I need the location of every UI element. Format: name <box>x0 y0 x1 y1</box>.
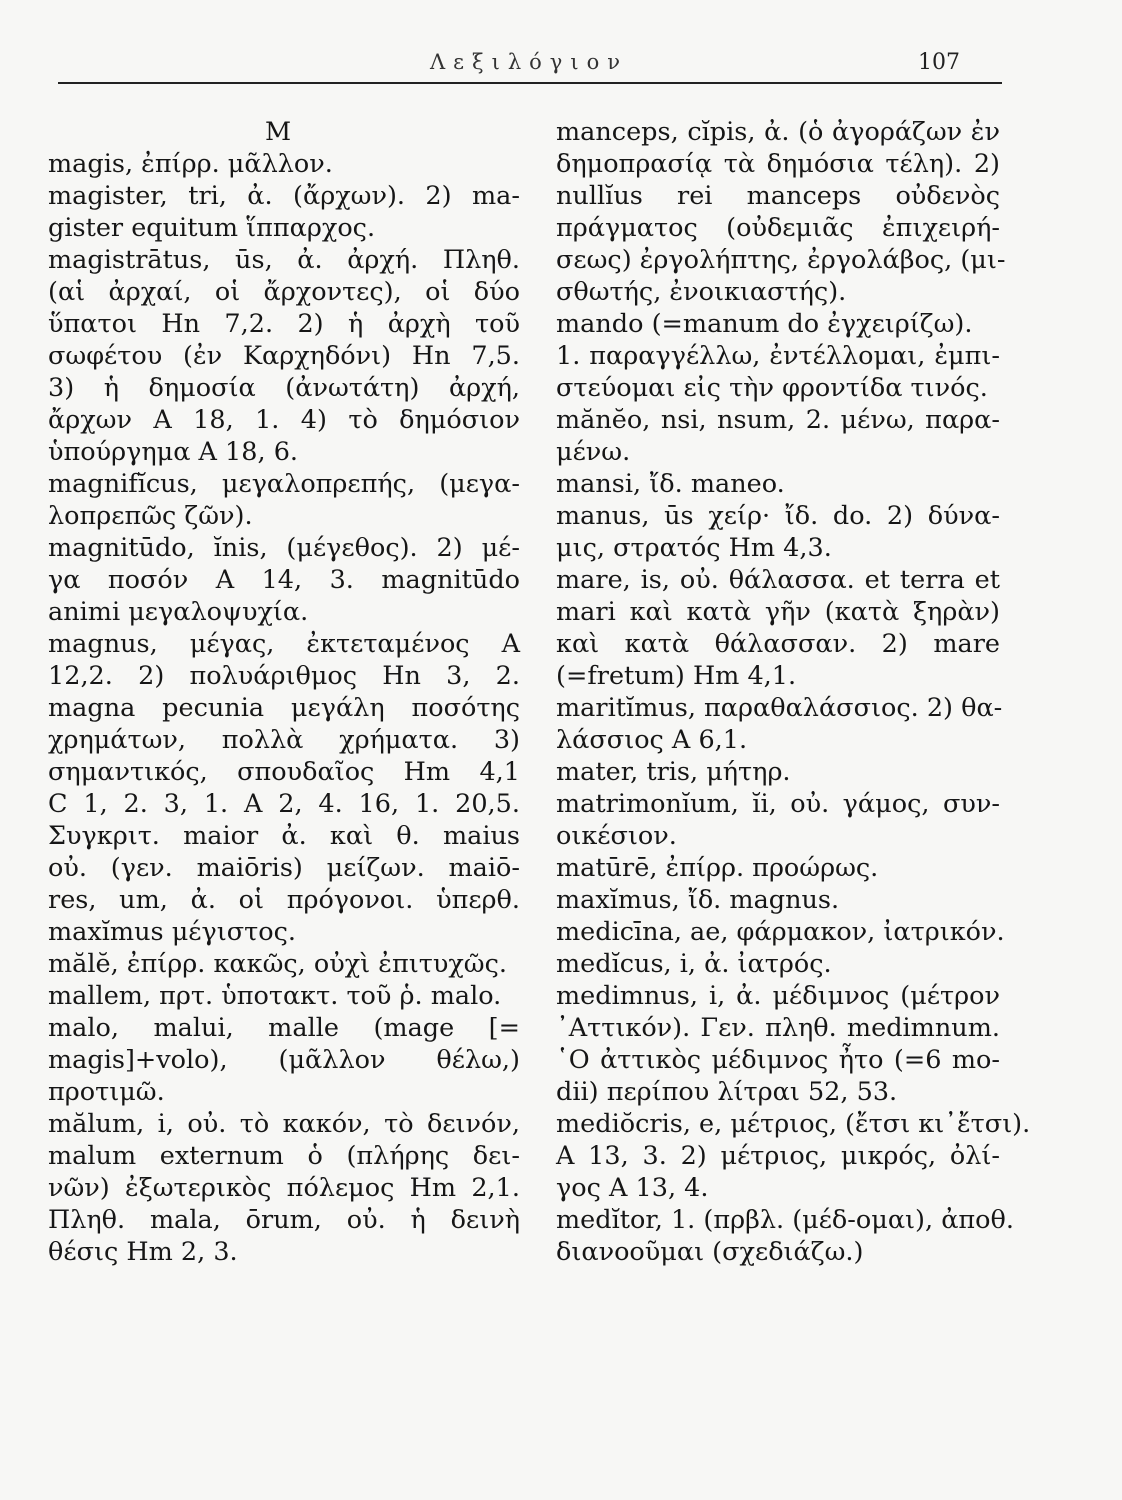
dictionary-line: σθωτής, ἐνοικιαστής). <box>556 277 847 307</box>
dictionary-line: ῾Ο ἀττικὸς μέδιμνος ἦτο (=6 mo- <box>556 1045 1000 1075</box>
running-title: Λεξιλόγιον <box>430 50 628 74</box>
dictionary-line: animi μεγαλοψυχία. <box>48 597 309 627</box>
dictionary-line: γος A 13, 4. <box>556 1173 709 1203</box>
dictionary-line: medicīna, ae, φάρμακον, ἰατρικόν. <box>556 917 1005 947</box>
right-column <box>556 116 1031 1268</box>
dictionary-line: mănĕo, nsi, nsum, 2. μένω, παρα- <box>556 405 1000 435</box>
dictionary-line: nullĭus rei manceps οὐδενὸς <box>556 181 1000 211</box>
dictionary-line: mediŏcris, e, μέτριος, (ἔτσι κι᾿ἔτσι). <box>556 1109 1031 1139</box>
dictionary-line: magnitūdo, ĭnis, (μέγεθος). 2) μέ- <box>48 533 520 563</box>
dictionary-line: μις, στρατός Hm 4,3. <box>556 533 832 563</box>
dictionary-line: magis]+volo), (μᾶλλον θέλω,) <box>48 1045 520 1075</box>
dictionary-line: ὕπατοι Hn 7,2. 2) ἡ ἀρχὴ τοῦ <box>48 309 520 339</box>
dictionary-line: gister equitum ἵππαρχος. <box>48 213 376 243</box>
dictionary-line: C 1, 2. 3, 1. A 2, 4. 16, 1. 20,5. <box>48 789 520 819</box>
dictionary-line: malum externum ὁ (πλήρης δει- <box>48 1141 520 1171</box>
dictionary-line: νῶν) ἐξωτερικὸς πόλεμος Hm 2,1. <box>48 1173 520 1203</box>
dictionary-line: magis, ἐπίρρ. μᾶλλον. <box>48 149 333 179</box>
dictionary-line: magister, tri, ἀ. (ἄρχων). 2) ma- <box>48 181 520 211</box>
dictionary-line: mari καὶ κατὰ γῆν (κατὰ ξηρὰν) <box>556 597 1000 627</box>
dictionary-line: magna pecunia μεγάλη ποσότης <box>48 693 520 723</box>
dictionary-line: mare, is, οὐ. θάλασσα. et terra et <box>556 565 1000 595</box>
dictionary-line: maritĭmus, παραθαλάσσιος. 2) θα- <box>556 693 1003 723</box>
dictionary-line: λοπρεπῶς ζῶν). <box>48 501 253 531</box>
dictionary-line: mallem, πρτ. ὑποτακτ. τοῦ ῥ. malo. <box>48 981 502 1011</box>
dictionary-line: mălum, i, οὐ. τὸ κακόν, τὸ δεινόν, <box>48 1109 520 1139</box>
header-rule <box>58 82 1002 84</box>
dictionary-line: λάσσιος A 6,1. <box>556 725 748 755</box>
dictionary-line: medimnus, i, ἀ. μέδιμνος (μέτρον <box>556 981 1000 1011</box>
dictionary-line: medĭtor, 1. (πρβλ. (μέδ-ομαι), ἀποθ. <box>556 1205 1014 1235</box>
dictionary-line: magnus, μέγας, ἐκτεταμένος A <box>48 629 520 659</box>
dictionary-line: 12,2. 2) πολυάριθμος Hn 3, 2. <box>48 661 520 691</box>
dictionary-line: ἄρχων A 18, 1. 4) τὸ δημόσιον <box>48 405 520 435</box>
dictionary-line: οὐ. (γεν. maiōris) μείζων. maiō- <box>48 853 520 883</box>
dictionary-line: maxĭmus, ἴδ. magnus. <box>556 885 840 915</box>
dictionary-line: γα ποσόν A 14, 3. magnitūdo <box>48 565 520 595</box>
dictionary-line: δημοπρασίᾳ τὰ δημόσια τέλη). 2) <box>556 149 1000 179</box>
dictionary-line: οικέσιον. <box>556 821 677 851</box>
page-number: 107 <box>918 50 960 75</box>
dictionary-line: magistrātus, ūs, ἀ. ἀρχή. Πληθ. <box>48 245 520 275</box>
dictionary-line: medĭcus, i, ἀ. ἰατρός. <box>556 949 832 979</box>
dictionary-line: res, um, ἀ. οἱ πρόγονοι. ὑπερθ. <box>48 885 520 915</box>
dictionary-line: mando (=manum do ἐγχειρίζω). <box>556 309 973 339</box>
dictionary-line: προτιμῶ. <box>48 1077 165 1107</box>
dictionary-line: maxĭmus μέγιστος. <box>48 917 296 947</box>
dictionary-line: (=fretum) Hm 4,1. <box>556 661 797 691</box>
dictionary-line: μένω. <box>556 437 631 467</box>
dictionary-line: 1. παραγγέλλω, ἐντέλλομαι, ἐμπι- <box>556 341 1000 371</box>
dictionary-line: mater, tris, μήτηρ. <box>556 757 791 787</box>
dictionary-line: magnifĭcus, μεγαλοπρεπής, (μεγα- <box>48 469 520 499</box>
dictionary-line: matūrē, ἐπίρρ. προώρως. <box>556 853 879 883</box>
dictionary-line: malo, malui, malle (mage [= <box>48 1013 520 1043</box>
left-column <box>48 116 520 1268</box>
dictionary-line: manus, ūs χείρ· ἴδ. do. 2) δύνα- <box>556 501 1000 531</box>
dictionary-line: ὑπούργημα A 18, 6. <box>48 437 299 467</box>
dictionary-line: ᾿Αττικόν). Γεν. πληθ. medimnum. <box>556 1013 1000 1043</box>
dictionary-line: χρημάτων, πολλὰ χρήματα. 3) <box>48 725 520 755</box>
letter-heading: M <box>264 117 292 147</box>
page-header <box>58 50 1000 86</box>
dictionary-line: dii) περίπου λίτραι 52, 53. <box>556 1077 898 1107</box>
dictionary-line: Πληθ. mala, ōrum, οὐ. ἡ δεινὴ <box>48 1205 520 1235</box>
dictionary-line: καὶ κατὰ θάλασσαν. 2) mare <box>556 629 1000 659</box>
dictionary-line: mălĕ, ἐπίρρ. κακῶς, οὐχὶ ἐπιτυχῶς. <box>48 949 507 979</box>
dictionary-line: mansi, ἴδ. maneo. <box>556 469 785 499</box>
dictionary-line: matrimonĭum, ĭi, οὐ. γάμος, συν- <box>556 789 1000 819</box>
dictionary-line: στεύομαι εἰς τὴν φροντίδα τινός. <box>556 373 988 403</box>
dictionary-line: σημαντικός, σπουδαῖος Hm 4,1 <box>48 757 520 787</box>
dictionary-line: πράγματος (οὐδεμιᾶς ἐπιχειρή- <box>556 213 1000 243</box>
dictionary-line: διανοοῦμαι (σχεδιάζω.) <box>556 1237 864 1267</box>
dictionary-line: 3) ἡ δημοσία (ἀνωτάτη) ἀρχή, <box>48 373 520 403</box>
dictionary-line: manceps, cĭpis, ἀ. (ὁ ἀγοράζων ἐν <box>556 117 1000 147</box>
dictionary-line: (αἱ ἀρχαί, οἱ ἄρχοντες), οἱ δύο <box>48 277 520 307</box>
dictionary-line: θέσις Hm 2, 3. <box>48 1237 238 1267</box>
dictionary-line: Συγκριτ. maior ἀ. καὶ θ. maius <box>48 821 520 851</box>
dictionary-line: A 13, 3. 2) μέτριος, μικρός, ὀλί- <box>556 1141 1000 1171</box>
dictionary-line: σωφέτου (ἐν Καρχηδόνι) Hn 7,5. <box>48 341 520 371</box>
dictionary-line: σεως) ἐργολήπτης, ἐργολάβος, (μι- <box>556 245 1006 275</box>
